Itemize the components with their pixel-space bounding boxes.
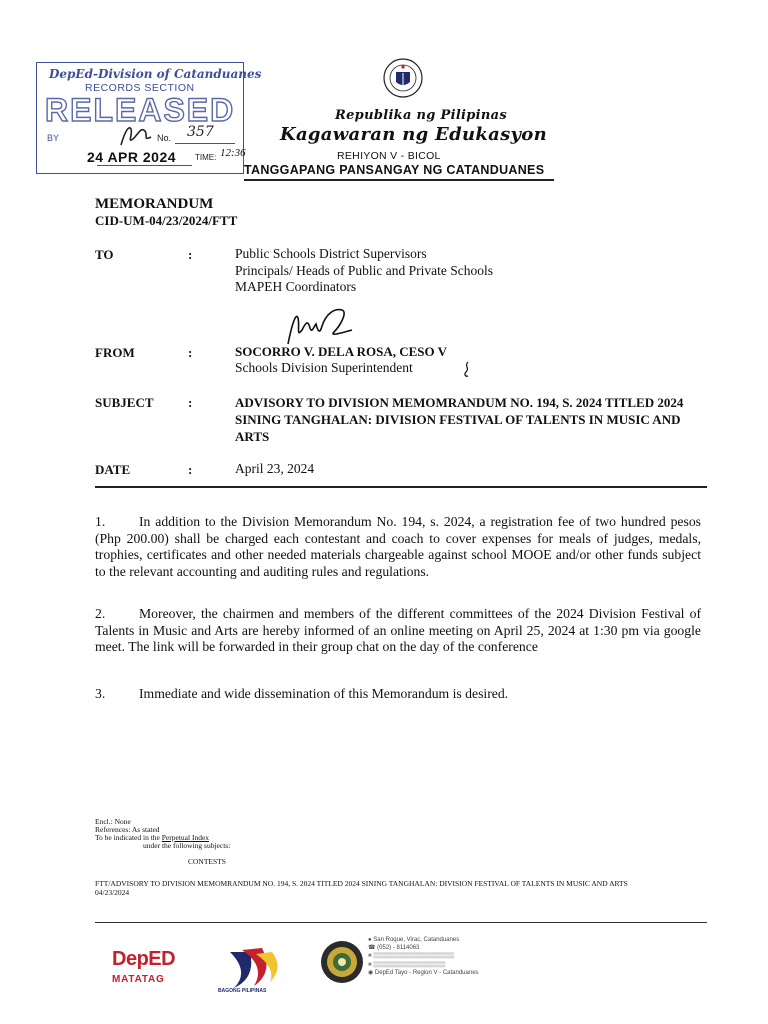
paragraph-text: In addition to the Division Memorandum No. 194, s. 2024, a registration fee of two hundred pesos (Php 200.00) shall be charged each contestant and coach to cover expenses for meals of judges, medals, trophies, certificates and other needed materials chargeable against school MOOE and/or other funds subject to the relevant accounting and auditing rules and regulations. bbox=[95, 514, 701, 579]
subjects-note: under the following subjects: bbox=[143, 841, 231, 850]
stamp-initials-signature bbox=[115, 121, 157, 149]
subject-contests: CONTESTS bbox=[188, 857, 226, 866]
stamp-time-label: TIME: bbox=[195, 153, 217, 162]
paragraph-text: Immediate and wide dissemination of this Memorandum is desired. bbox=[139, 686, 509, 701]
index-note: To be indicated in the Perpetual Index bbox=[95, 833, 210, 842]
references-note: References: As stated bbox=[95, 825, 160, 834]
phone-line: ☎ (052) - 8114063 bbox=[368, 945, 420, 952]
date-value: April 23, 2024 bbox=[235, 461, 315, 476]
stamp-no-label: No. bbox=[157, 133, 172, 143]
paragraph-number: 3. bbox=[95, 686, 106, 701]
stamp-date: 24 APR 2024 bbox=[87, 149, 177, 165]
from-title: Schools Division Superintendent bbox=[235, 360, 413, 375]
stamp-no-value: 357 bbox=[187, 124, 214, 140]
to-line: MAPEH Coordinators bbox=[235, 279, 357, 294]
to-colon: : bbox=[188, 247, 193, 262]
deped-seal-icon bbox=[383, 58, 423, 98]
paragraph-number: 2. bbox=[95, 606, 106, 621]
stamp-status: RELEASED bbox=[45, 92, 236, 128]
stamp-section: RECORDS SECTION bbox=[85, 82, 195, 94]
footer-rule bbox=[95, 922, 707, 923]
released-stamp bbox=[36, 62, 262, 174]
memo-rule bbox=[95, 486, 707, 488]
from-colon: : bbox=[188, 345, 193, 360]
initial-mark bbox=[462, 360, 472, 378]
from-name: SOCORRO V. DELA ROSA, CESO V bbox=[235, 344, 448, 359]
paragraph-number: 1. bbox=[95, 514, 106, 529]
date-label: DATE bbox=[95, 462, 131, 477]
address-line: ● San Roque, Virac, Catanduanes bbox=[368, 937, 460, 943]
header-region: REHIYON V - BICOL bbox=[337, 150, 441, 162]
contact-info bbox=[368, 936, 528, 977]
to-line: Public Schools District Supervisors bbox=[235, 246, 427, 261]
stamp-by-label: BY bbox=[47, 133, 60, 143]
to-line: Principals/ Heads of Public and Private Schools bbox=[235, 262, 493, 278]
matatag-logo-text: MATATAG bbox=[112, 974, 165, 985]
memo-ref: CID-UM-04/23/2024/FTT bbox=[95, 213, 238, 228]
stamp-time-value: 12:36 bbox=[220, 147, 246, 159]
deped-matatag-logo bbox=[112, 948, 184, 985]
paragraph-1 bbox=[95, 514, 701, 580]
subject-colon: : bbox=[188, 395, 193, 410]
redacted-line: ■ ▒▒▒▒▒▒▒▒▒▒▒▒▒▒▒▒▒▒▒ bbox=[368, 953, 455, 960]
memo-title: MEMORANDUM bbox=[95, 196, 214, 212]
file-reference: FTT/ADVISORY TO DIVISION MEMOMRANDUM NO. 194, S. 2024 TITLED 2024 SINING TANGHALAN: DIVISION FESTIVAL OF TALENTS IN MUSIC AND ARTS 04/23/2024 bbox=[95, 879, 628, 897]
date-colon: : bbox=[188, 462, 193, 477]
to-label: TO bbox=[95, 247, 114, 262]
deped-logo-text: DepED bbox=[112, 948, 176, 970]
superintendent-signature bbox=[282, 304, 362, 348]
from-label: FROM bbox=[95, 345, 135, 360]
header-rule bbox=[244, 179, 554, 181]
paragraph-2 bbox=[95, 606, 701, 656]
header-department: Kagawaran ng Edukasyon bbox=[280, 124, 547, 145]
to-recipients bbox=[235, 246, 493, 296]
enclosure-note: Encl.: None bbox=[95, 817, 131, 826]
facebook-line[interactable]: ◉ DepEd Tayo - Region V - Catanduanes bbox=[368, 969, 479, 976]
perpetual-index: Perpetual Index bbox=[161, 833, 210, 842]
subject-label: SUBJECT bbox=[95, 395, 154, 410]
division-seal-icon bbox=[320, 940, 364, 984]
paragraph-text: Moreover, the chairmen and members of the different committees of the 2024 Division Festival of Talents in Music and Arts are hereby informed of an online meeting on April 25, 2024 at 1:30 pm via google meet. The link will be forwarded in their group chat on the day of the conference bbox=[95, 606, 701, 654]
header-republic: Republika ng Pilipinas bbox=[335, 108, 508, 123]
header-office: TANGGAPANG PANSANGAY NG CATANDUANES bbox=[244, 163, 545, 177]
redacted-line: ■ ▒▒▒▒▒▒▒▒▒▒▒▒▒▒▒▒▒ bbox=[368, 961, 446, 968]
paragraph-3 bbox=[95, 686, 701, 703]
bagong-pilipinas-label: BAGONG PILIPINAS bbox=[218, 988, 267, 994]
subject-text: ADVISORY TO DIVISION MEMOMRANDUM NO. 194, S. 2024 TITLED 2024 SINING TANGHALAN: DIVISION FESTIVAL OF TALENTS IN MUSIC AND ARTS bbox=[235, 395, 684, 444]
stamp-office: DepEd-Division of Catanduanes bbox=[49, 67, 262, 81]
